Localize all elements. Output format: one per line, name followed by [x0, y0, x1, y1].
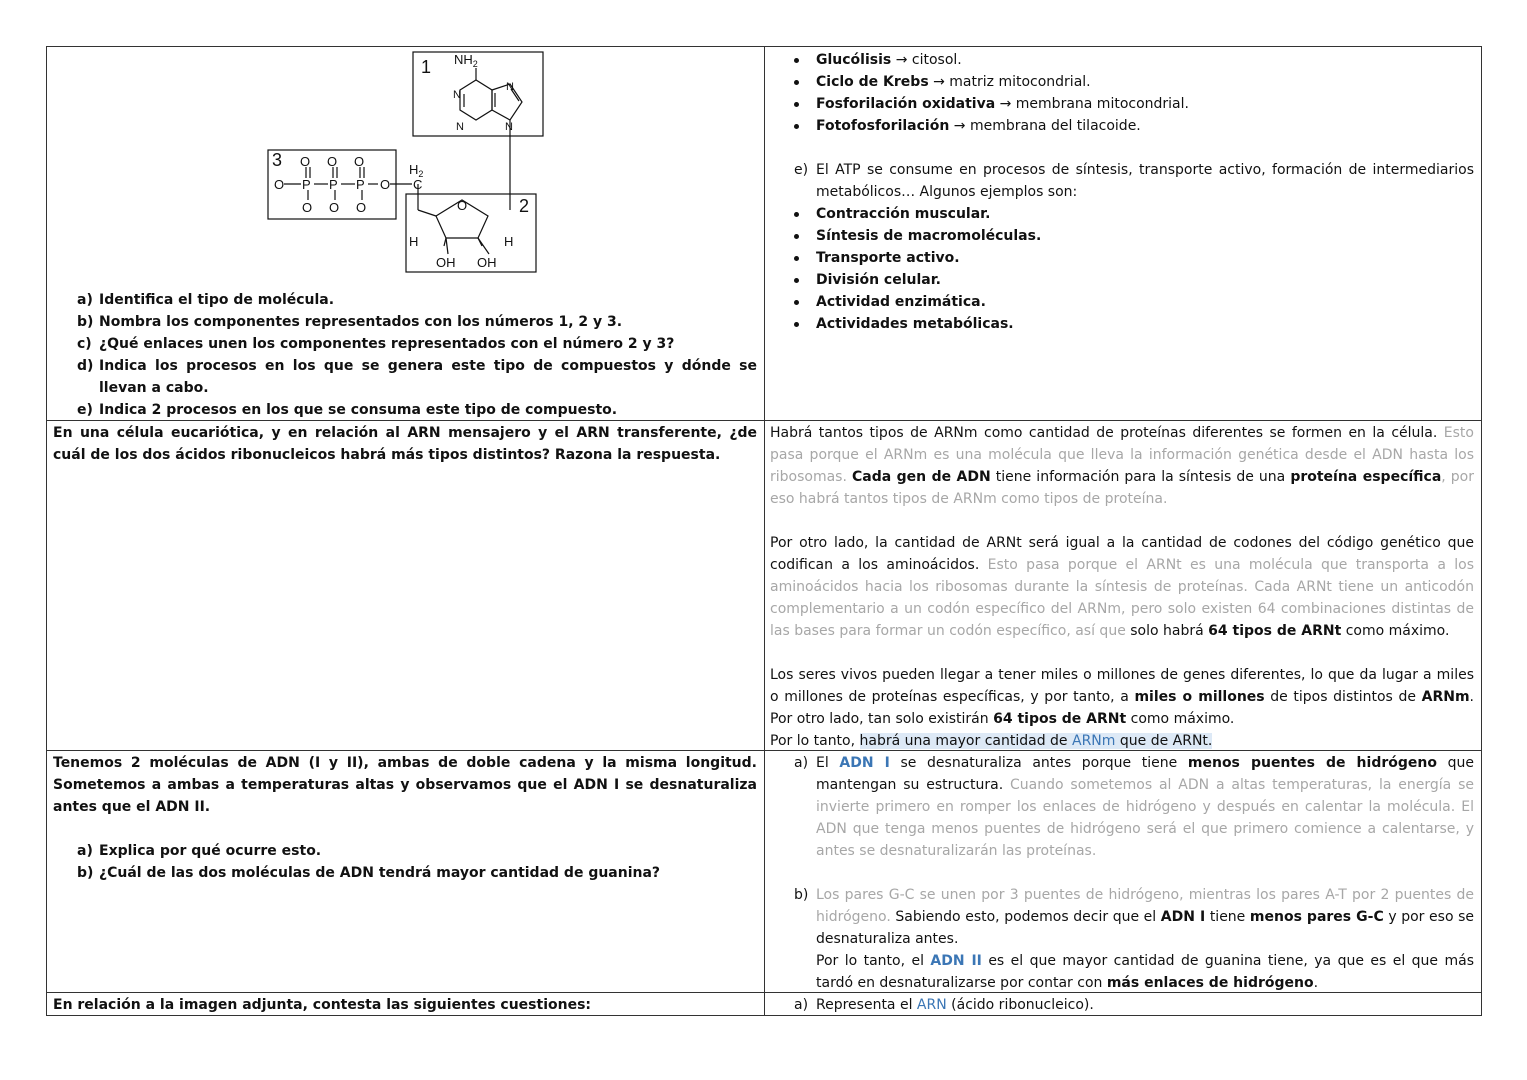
process-item	[770, 93, 1474, 115]
svg-text:O: O	[380, 177, 391, 192]
answer-4	[770, 994, 1474, 1016]
process-list	[770, 49, 1474, 137]
question-1-item	[53, 311, 757, 333]
process-place: citosol.	[911, 52, 962, 68]
answer-3-b: b) Los pares G-C se unen por 3 puentes de hidrógeno, mientras los pares A-T por 2 puentes de hidrógeno. Sabiendo esto, podemos decir que el ADN I tiene menos pares G-C y por eso se desnaturaliza antes. Por lo tanto, el ADN II es el que mayor cantidad de guanina tiene, ya que es el que más tardó en desnaturalizarse por contar con más enlaces de hidrógeno.	[794, 887, 1475, 991]
question-4: En relación a la imagen adjunta, contesta las siguientes cuestiones:	[53, 997, 592, 1013]
example-item: Actividades metabólicas.	[770, 313, 1474, 335]
item-letter: e)	[77, 402, 93, 418]
item-text: Indica 2 procesos en los que se consuma este tipo de compuesto.	[99, 402, 618, 418]
question-3-item	[53, 840, 757, 862]
svg-text:N: N	[456, 121, 464, 133]
label-1: 1	[421, 57, 432, 77]
question-1-item	[53, 399, 757, 421]
h2-label: $H_2$	[409, 162, 424, 179]
item-letter: a)	[77, 292, 93, 308]
item-text: Identifica el tipo de molécula.	[99, 292, 335, 308]
svg-text:O: O	[327, 154, 338, 169]
item-text: Explica por qué ocurre esto.	[99, 843, 322, 859]
item-letter: a)	[77, 843, 93, 859]
svg-text:O: O	[274, 177, 285, 192]
process-item	[770, 49, 1474, 71]
example-item: Actividad enzimática.	[770, 291, 1474, 313]
answer-4-a: a) Representa el ARN (ácido ribonucleico).	[794, 997, 1094, 1013]
item-letter: b)	[77, 314, 94, 330]
process-item	[770, 115, 1474, 137]
process-item	[770, 71, 1474, 93]
svg-text:O: O	[300, 154, 311, 169]
svg-text:O: O	[457, 198, 468, 213]
box-1	[413, 52, 543, 136]
process-name: Ciclo de Krebs	[816, 74, 929, 90]
column-divider	[764, 46, 765, 1016]
question-1-item	[53, 333, 757, 355]
svg-text:N: N	[505, 121, 513, 133]
question-3: Tenemos 2 moléculas de ADN (I y II), ambas de doble cadena y la misma longitud. Sometemos a ambas a temperaturas altas y observamos que el ADN I se desnaturaliza antes que el ADN II. a) Explica por qué ocurre esto. b) ¿Cuál de las dos moléculas de ADN tendrá mayor cantidad de guanina?	[53, 752, 757, 884]
svg-text:H: H	[409, 234, 419, 249]
answer-3-a: a) El ADN I se desnaturaliza antes porque tiene menos puentes de hidrógeno que mantengan su estructura. Cuando sometemos al ADN a altas temperaturas, la energía se invierte primero en romper los enlaces de hidrógeno y después en calentar la molécula. El ADN que tenga menos puentes de hidrógeno será el que primero comience a calentarse, y antes se desnaturalizarán las proteínas.	[794, 755, 1475, 859]
item-letter: b)	[77, 865, 94, 881]
item-letter: d)	[77, 358, 94, 374]
svg-text:O: O	[302, 200, 313, 215]
process-place: membrana del tilacoide.	[969, 118, 1141, 134]
item-text: Nombra los componentes representados con los números 1, 2 y 3.	[99, 314, 623, 330]
process-name: Fotofosforilación	[816, 118, 950, 134]
arrow-icon: →	[895, 52, 908, 68]
svg-text:OH: OH	[436, 255, 456, 270]
process-place: matriz mitocondrial.	[949, 74, 1091, 90]
example-item: División celular.	[770, 269, 1474, 291]
svg-text:C: C	[413, 177, 423, 192]
example-list	[770, 203, 1474, 335]
item-text: Indica los procesos en los que se genera este tipo de compuestos y dónde se llevan a cabo.	[99, 358, 757, 396]
svg-text:P: P	[302, 177, 311, 192]
svg-text:O: O	[329, 200, 340, 215]
item-letter: c)	[77, 336, 92, 352]
svg-text:P: P	[356, 177, 365, 192]
svg-text:N: N	[506, 81, 514, 93]
arrow-icon: →	[933, 74, 945, 90]
question-2: En una célula eucariótica, y en relación al ARN mensajero y el ARN transferente, ¿de cuál de los dos ácidos ribonucleicos habrá más tipos distintos? Razona la respuesta.	[53, 425, 757, 463]
question-1-item	[53, 355, 757, 399]
question-3-item	[53, 862, 757, 884]
arrow-icon: →	[999, 96, 1012, 112]
svg-text:O: O	[356, 200, 367, 215]
item-text: ¿Cuál de las dos moléculas de ADN tendrá mayor cantidad de guanina?	[99, 865, 661, 881]
label-2: 2	[519, 196, 530, 216]
process-place: membrana mitocondrial.	[1015, 96, 1189, 112]
svg-text:H: H	[504, 234, 514, 249]
item-text: ¿Qué enlaces unen los componentes representados con el número 2 y 3?	[99, 336, 675, 352]
nh2-label: $NH_2$	[454, 52, 478, 69]
svg-text:P: P	[329, 177, 338, 192]
svg-text:OH: OH	[477, 255, 497, 270]
example-item: Transporte activo.	[770, 247, 1474, 269]
example-item: Contracción muscular.	[770, 203, 1474, 225]
process-name: Glucólisis	[816, 52, 892, 68]
process-name: Fosforilación oxidativa	[816, 96, 996, 112]
question-1-list	[53, 289, 757, 421]
atp-structure-figure	[264, 50, 554, 278]
arrow-icon: →	[953, 118, 966, 134]
answer-1	[770, 49, 1474, 335]
svg-text:N: N	[453, 89, 461, 101]
answer-1-e: e) El ATP se consume en procesos de síntesis, transporte activo, formación de intermediarios metabólicos… Algunos ejemplos son:	[794, 162, 1474, 200]
example-item: Síntesis de macromoléculas.	[770, 225, 1474, 247]
question-1-item	[53, 289, 757, 311]
answer-2: Habrá tantos tipos de ARNm como cantidad de proteínas diferentes se formen en la célula. Esto pasa porque el ARNm es una molécula que lleva la información genética desde el ADN hasta los ribosomas. Cada gen de ADN tiene información para la síntesis de una proteína específica, por eso habrá tantos tipos de ARNm como tipos de proteína. Por otro lado, la cantidad de ARNt será igual a la cantidad de codones del código genético que codifican a los aminoácidos. Esto pasa porque el ARNt es una molécula que transporta a los aminoácidos hacia los ribosomas durante la síntesis de proteínas. Cada ARNt tiene un anticodón complementario a un codón específico del ARNm, pero solo existen 64 combinaciones distintas de las bases para formar un codón específico, así que solo habrá 64 tipos de ARNt como máximo. Los seres vivos pueden llegar a tener miles o millones de genes diferentes, lo que da lugar a miles o millones de proteínas específicas, y por tanto, a miles o millones de tipos distintos de ARNm. Por otro lado, tan solo existirán 64 tipos de ARNt como máximo. Por lo tanto, habrá una mayor cantidad de ARNm que de ARNt.	[770, 425, 1475, 749]
answer-3	[770, 752, 1474, 994]
svg-text:O: O	[354, 154, 365, 169]
label-3: 3	[272, 150, 283, 170]
